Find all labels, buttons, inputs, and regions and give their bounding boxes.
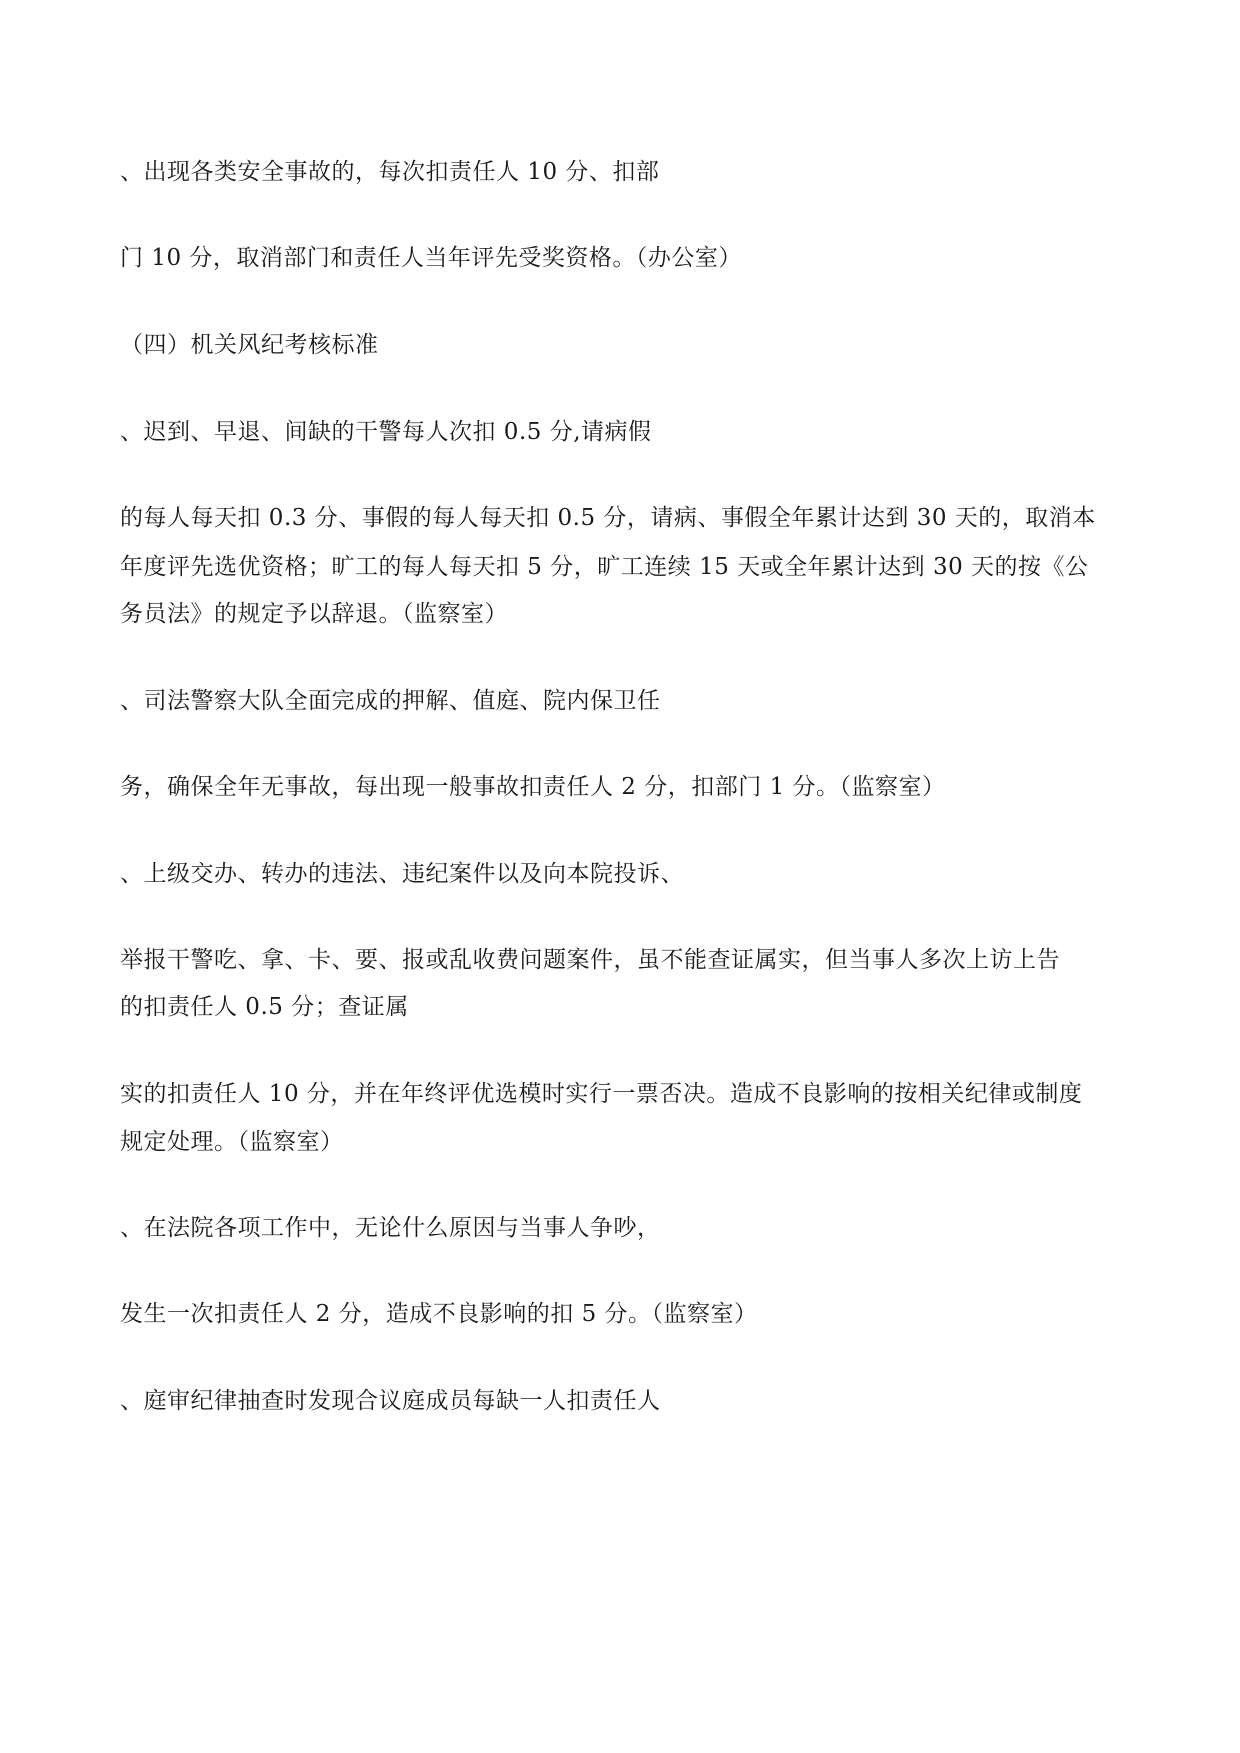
text-line: 的扣责任人 0.5 分；查证属 xyxy=(120,994,409,1020)
text-line: 发生一次扣责任人 2 分，造成不良影响的扣 5 分。（监察室） xyxy=(120,1301,758,1327)
text-line: 实的扣责任人 10 分，并在年终评优选模时实行一票否决。造成不良影响的按相关纪律或制度 xyxy=(120,1081,1083,1107)
section-heading: （四）机关风纪考核标准 xyxy=(120,332,379,358)
text-line: 务，确保全年无事故，每出现一般事故扣责任人 2 分，扣部门 1 分。（监察室） xyxy=(120,774,946,800)
text-line: 、庭审纪律抽查时发现合议庭成员每缺一人扣责任人 xyxy=(120,1388,661,1414)
text-line: 、在法院各项工作中，无论什么原因与当事人争吵， xyxy=(120,1215,661,1241)
text-line: 、迟到、早退、间缺的干警每人次扣 0.5 分,请病假 xyxy=(120,419,652,445)
text-line: 举报干警吃、拿、卡、要、报或乱收费问题案件，虽不能查证属实，但当事人多次上访上告 xyxy=(120,947,1060,973)
text-line: 、司法警察大队全面完成的押解、值庭、院内保卫任 xyxy=(120,688,661,714)
text-line: 务员法》的规定予以辞退。（监察室） xyxy=(120,601,508,627)
text-line: 门 10 分，取消部门和责任人当年评先受奖资格。（办公室） xyxy=(120,245,742,271)
text-line: 、出现各类安全事故的，每次扣责任人 10 分、扣部 xyxy=(120,159,660,185)
text-line: 规定处理。（监察室） xyxy=(120,1129,344,1155)
text-line: 、上级交办、转办的违法、违纪案件以及向本院投诉、 xyxy=(120,861,684,887)
text-line: 年度评先选优资格；旷工的每人每天扣 5 分，旷工连续 15 天或全年累计达到 30 天的按《公 xyxy=(120,554,1089,580)
text-line: 的每人每天扣 0.3 分、事假的每人每天扣 0.5 分，请病、事假全年累计达到 30 天的，取消本 xyxy=(120,505,1096,531)
